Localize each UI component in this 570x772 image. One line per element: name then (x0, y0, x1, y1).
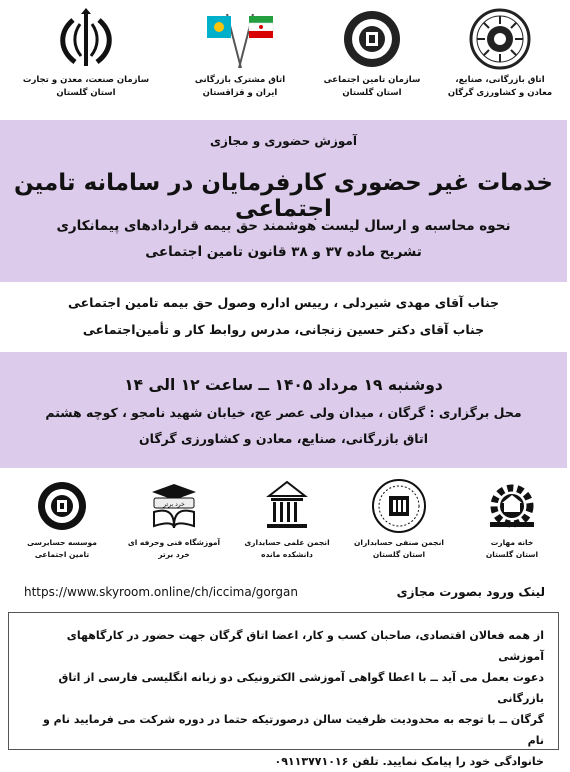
course-format: آموزش حضوری و مجازی (210, 134, 357, 148)
sponsor-industry-mine-trade (16, 6, 156, 100)
sponsor-caption-line: استان گلستان (56, 88, 116, 98)
accounting-society-building-icon (257, 478, 317, 534)
invitation-notice-box (8, 612, 559, 768)
top-sponsors-row (0, 0, 567, 118)
course-title: خدمات غیر حضوری کارفرمایان در سامانه تامین اجتماعی (13, 170, 554, 222)
sponsor-iran-kazakhstan-chamber (170, 6, 310, 100)
sponsor-caption-line: استان گلستان (372, 550, 426, 559)
sponsor-caption-line: آموزشگاه فنی وحرفه ای (127, 538, 221, 547)
sponsor-caption-line: استان گلستان (485, 550, 539, 559)
vocational-school-book-icon (144, 478, 204, 534)
sponsor-caption (460, 537, 564, 561)
course-subtitle-articles: تشریح ماده ۳۷ و ۳۸ قانون تامین اجتماعی (145, 244, 422, 260)
sponsor-caption-line: تامین اجتماعی (34, 550, 90, 559)
sponsor-caption (235, 537, 339, 561)
online-link-label: لینک ورود بصورت مجازی (396, 585, 545, 599)
accountants-association-seal-icon (369, 478, 429, 534)
chamber-of-commerce-logo-icon (465, 6, 535, 72)
notice-line: از همه فعالان اقتصادی، صاحبان کسب و کار، اعضا اتاق گرگان جهت حضور در کارگاههای آموزشی (66, 629, 544, 663)
sponsor-caption-line: خرد برتر (158, 550, 190, 559)
sponsor-caption-line: دانشکده مانده (261, 550, 313, 559)
bottom-sponsors-row (0, 472, 567, 582)
skills-house-gear-icon (482, 478, 542, 534)
invitation-notice-text (23, 625, 544, 772)
iran-kazakhstan-flags-icon (205, 6, 275, 72)
sponsor-caption-line: ایران و قزاقستان (202, 88, 278, 98)
sponsor-caption-line: استان گلستان (342, 88, 402, 98)
audit-institute-logo-icon (32, 478, 92, 534)
online-link-url[interactable]: https://www.skyroom.online/ch/iccima/gorgan (24, 585, 299, 599)
online-access-row (0, 582, 567, 606)
sponsor-accounting-society (235, 478, 339, 561)
vocational-logo-text: خرد برتر (163, 501, 185, 508)
sponsor-caption (16, 74, 156, 100)
sponsor-social-security (302, 6, 442, 100)
sponsor-caption-line: معادن و کشاورزی گرگان (447, 88, 553, 98)
notice-line: خانوادگی خود را پیامک نمایید. تلفن ۰۹۱۱۳۷۷۱۰۱۶ (274, 755, 544, 768)
sponsor-caption-line: اتاق بازرگانی، صنایع، (455, 75, 545, 85)
sponsor-accountants-association (347, 478, 451, 561)
sponsor-caption (302, 74, 442, 100)
social-security-logo-icon (337, 6, 407, 72)
sponsor-caption-line: موسسه حسابرسی (27, 538, 97, 547)
sponsor-caption-line: سازمان تامین اجتماعی (323, 75, 421, 85)
event-venue: محل برگزاری : گرگان ، میدان ولی عصر عج، خیابان شهید نامجو ، کوچه هشتم (45, 405, 522, 420)
sponsor-skills-house (460, 478, 564, 561)
event-details-band (0, 352, 567, 468)
notice-line: گرگان ــ با توجه به محدودیت ظرفیت سالن درصورتیکه حتما در دوره شرکت می فرمایید نام و نام (43, 713, 544, 747)
sponsor-caption-line: خانه مهارت (490, 538, 534, 547)
sponsor-caption (430, 74, 570, 100)
sponsor-chamber-of-commerce (430, 6, 570, 100)
event-organizer: اتاق بازرگانی، صنایع، معادن و کشاورزی گرگان (139, 431, 428, 446)
speaker-shirdeli: جناب آقای مهدی شیردلی ، رییس اداره وصول حق بیمه تامین اجتماعی (67, 295, 500, 310)
sponsor-caption-line: سازمان صنعت، معدن و تجارت (22, 75, 150, 85)
event-date-time: دوشنبه ۱۹ مرداد ۱۴۰۵ ــ ساعت ۱۲ الی ۱۴ (124, 376, 443, 394)
sponsor-caption-line: انجمن صنفی حسابداران (354, 538, 444, 547)
sponsor-caption-line: انجمن علمی حسابداری (244, 538, 330, 547)
course-subtitle: نحوه محاسبه و ارسال لیست هوشمند حق بیمه قراردادهای پیمانکاری (56, 218, 511, 234)
sponsor-caption-line: اتاق مشترک بازرگانی (194, 75, 286, 85)
sponsor-caption (347, 537, 451, 561)
course-title-band (0, 120, 567, 282)
speakers-list (0, 289, 567, 343)
notice-line: دعوت بعمل می آید ــ با اعطا گواهی آموزشی الکترونیکی دو زبانه انگلیسی فارسی از اتاق بازرگانی (58, 671, 544, 705)
speaker-zanjani: جناب آقای دکتر حسین زنجانی، مدرس روابط کار و تأمین‌اجتماعی (82, 322, 485, 337)
sponsor-caption (170, 74, 310, 100)
sponsor-audit-institute (10, 478, 114, 561)
sponsor-caption (10, 537, 114, 561)
iran-emblem-icon (51, 6, 121, 72)
sponsor-vocational-school (122, 478, 226, 561)
sponsor-caption (122, 537, 226, 561)
